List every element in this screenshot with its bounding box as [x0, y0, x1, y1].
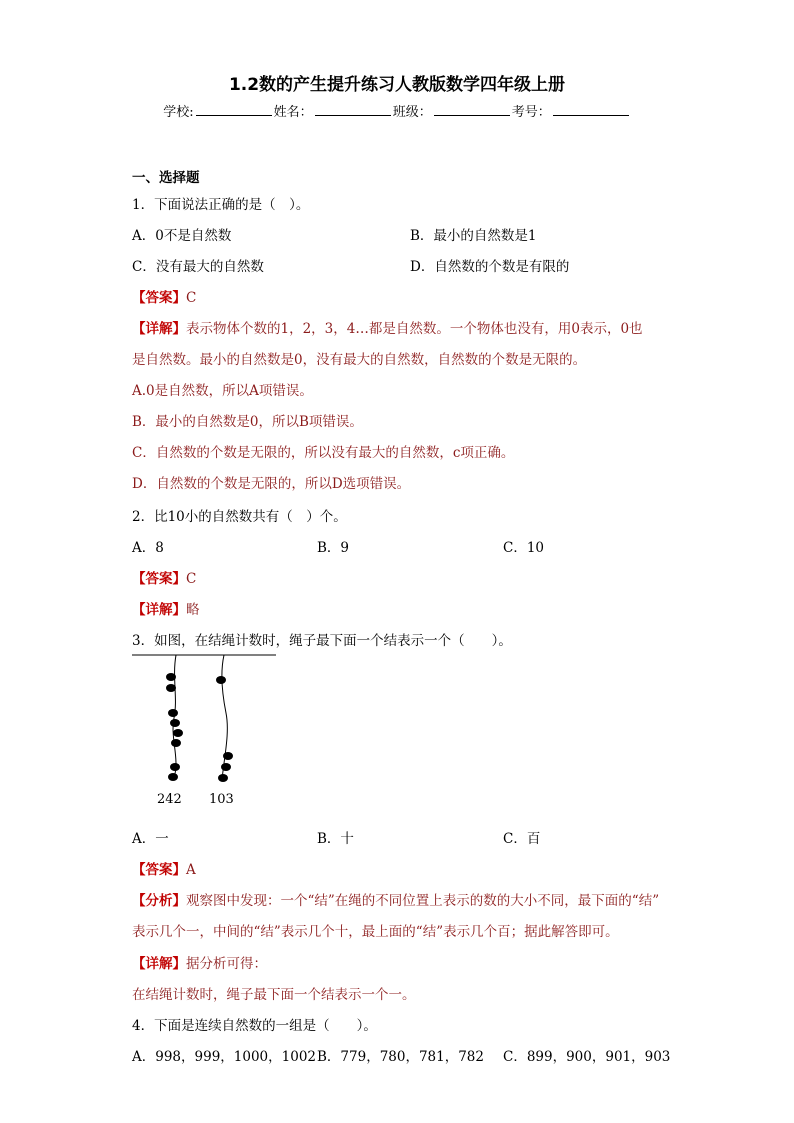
detail-text: 据分析可得： — [186, 956, 267, 972]
answer-value: C — [186, 290, 197, 306]
name-label: 姓名： — [273, 105, 313, 120]
q1-explain-d: D．自然数的个数是无限的，所以D选项错误。 — [132, 476, 411, 492]
q1-explain-a: A.0是自然数，所以A项错误。 — [132, 383, 313, 399]
student-info-line — [0, 101, 794, 120]
q3-detail-intro — [132, 952, 267, 972]
q3-option-a: A．一 — [132, 831, 169, 847]
q1-option-a: A．0不是自然数 — [132, 228, 232, 244]
detail-tag: 【详解】 — [132, 602, 186, 618]
analysis-text: 观察图中发现：一个“结”在绳的不同位置上表示的数的大小不同，最下面的“结” — [186, 893, 660, 909]
answer-value: A — [186, 862, 196, 878]
detail-text: 略 — [186, 602, 200, 618]
class-blank[interactable] — [434, 103, 510, 116]
q3-option-c: C．百 — [503, 831, 541, 847]
q4-option-a: A．998，999，1000，1002 — [132, 1049, 316, 1065]
q3-analysis-2: 表示几个一，中间的“结”表示几个十，最上面的“结”表示几个百；据此解答即可。 — [132, 924, 619, 940]
answer-tag: 【答案】 — [132, 571, 186, 587]
q2-option-a: A．8 — [132, 540, 164, 556]
knots-right — [216, 676, 233, 782]
answer-value: C — [186, 571, 197, 587]
q1-option-b: B．最小的自然数是1 — [410, 228, 537, 244]
q1-answer — [132, 286, 196, 306]
detail-text: 表示物体个数的1，2，3，4…都是自然数。一个物体也没有，用0表示，0也 — [186, 321, 643, 337]
knot-rope-figure — [130, 648, 290, 798]
q1-explain-c: C．自然数的个数是无限的，所以没有最大的自然数，c项正确。 — [132, 445, 515, 461]
rope-label-right: 103 — [209, 792, 234, 807]
rope-right — [222, 655, 228, 780]
q2-detail — [132, 598, 200, 618]
class-label: 班级： — [392, 105, 432, 120]
q2-option-c: C．10 — [503, 540, 545, 556]
q2-stem: 2．比10小的自然数共有（ ）个。 — [132, 509, 347, 525]
school-label: 学校: — [163, 105, 194, 120]
section-heading: 一、选择题 — [132, 170, 200, 186]
q1-stem: 1．下面说法正确的是（ ）。 — [132, 197, 310, 213]
q1-option-c: C．没有最大的自然数 — [132, 259, 264, 275]
analysis-tag: 【分析】 — [132, 893, 186, 909]
q1-detail-1 — [132, 317, 643, 337]
detail-tag: 【详解】 — [132, 956, 186, 972]
q3-stem: 3．如图，在结绳计数时，绳子最下面一个结表示一个（ ）。 — [132, 633, 512, 649]
knots-left — [166, 673, 183, 781]
page-title: 1.2数的产生提升练习人教版数学四年级上册 — [228, 75, 566, 95]
q4-stem: 4．下面是连续自然数的一组是（ ）。 — [132, 1018, 377, 1034]
q4-option-c: C．899，900，901，903 — [503, 1049, 671, 1065]
detail-tag: 【详解】 — [132, 321, 186, 337]
rope-label-left: 242 — [157, 792, 182, 807]
answer-tag: 【答案】 — [132, 290, 186, 306]
q3-option-b: B．十 — [317, 831, 354, 847]
q4-option-b: B．779，780，781，782 — [317, 1049, 484, 1065]
number-blank[interactable] — [553, 103, 629, 116]
q1-option-d: D．自然数的个数是有限的 — [410, 259, 570, 275]
q3-analysis-1 — [132, 889, 659, 909]
q3-detail: 在结绳计数时，绳子最下面一个结表示一个一。 — [132, 987, 416, 1003]
answer-tag: 【答案】 — [132, 862, 186, 878]
q2-option-b: B．9 — [317, 540, 350, 556]
name-blank[interactable] — [315, 103, 391, 116]
q3-answer — [132, 858, 196, 878]
q1-explain-b: B．最小的自然数是0，所以B项错误。 — [132, 414, 363, 430]
q1-detail-2: 是自然数。最小的自然数是0，没有最大的自然数，自然数的个数是无限的。 — [132, 352, 587, 368]
number-label: 考号： — [511, 105, 551, 120]
school-blank[interactable] — [196, 103, 272, 116]
q2-answer — [132, 567, 196, 587]
